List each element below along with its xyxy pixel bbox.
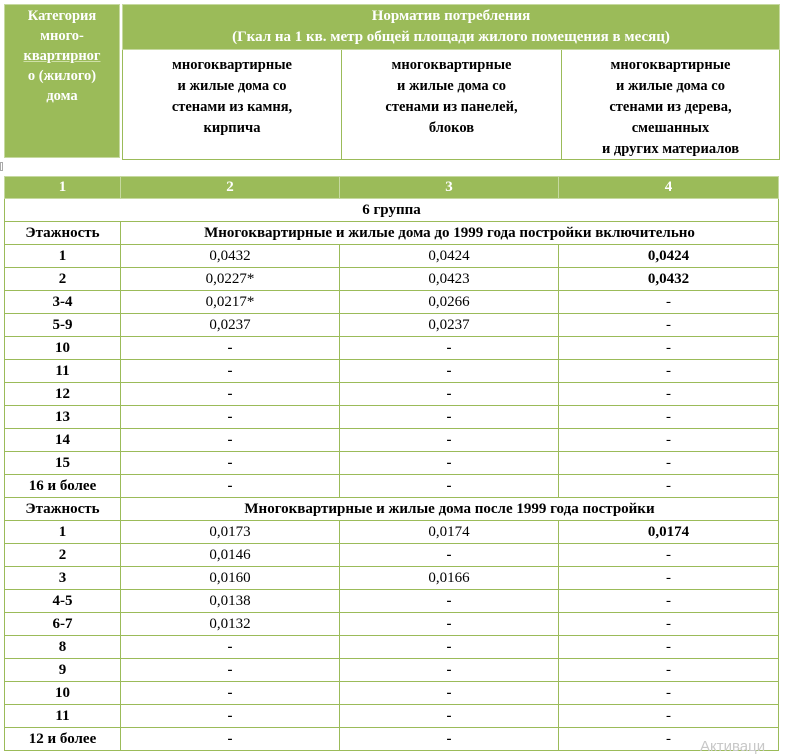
value-cell-c2: 0,0146 <box>121 544 340 567</box>
floors-cell: 11 <box>5 360 121 383</box>
table-row <box>5 268 779 291</box>
value-cell-c4: - <box>559 383 779 406</box>
floors-cell: 13 <box>5 406 121 429</box>
value-cell-c3: 0,0174 <box>340 521 559 544</box>
section-title: Многоквартирные и жилые дома до 1999 года постройки включительно <box>121 222 779 245</box>
value-cell-c4: - <box>559 314 779 337</box>
value-cell-c2: 0,0432 <box>121 245 340 268</box>
table-row <box>5 360 779 383</box>
value-cell-c3: - <box>340 613 559 636</box>
value-cell-c2: 0,0173 <box>121 521 340 544</box>
value-cell-c3: - <box>340 705 559 728</box>
table-row <box>5 659 779 682</box>
floors-label: Этажность <box>5 222 121 245</box>
value-cell-c2: - <box>121 429 340 452</box>
value-cell-c4: 0,0174 <box>559 521 779 544</box>
value-cell-c4: - <box>559 475 779 498</box>
category-line: дома <box>46 88 78 104</box>
floors-cell: 11 <box>5 705 121 728</box>
wall-type-line: кирпича <box>203 120 261 136</box>
table-row <box>5 337 779 360</box>
table-row <box>5 728 779 751</box>
column-number: 3 <box>340 177 559 199</box>
category-header <box>4 4 120 158</box>
table-row <box>5 613 779 636</box>
category-line: о (жилого) <box>27 68 97 84</box>
floors-cell: 1 <box>5 521 121 544</box>
value-cell-c3: - <box>340 429 559 452</box>
table-row <box>5 544 779 567</box>
value-cell-c4: 0,0424 <box>559 245 779 268</box>
wall-type-line: смешанных <box>631 120 710 136</box>
value-cell-c2: - <box>121 682 340 705</box>
value-cell-c2: - <box>121 659 340 682</box>
value-cell-c3: - <box>340 383 559 406</box>
value-cell-c4: - <box>559 360 779 383</box>
value-cell-c3: - <box>340 659 559 682</box>
wall-type-stone <box>122 50 342 160</box>
value-cell-c4: - <box>559 636 779 659</box>
value-cell-c2: - <box>121 705 340 728</box>
wall-type-line: и жилые дома со <box>177 78 287 94</box>
value-cell-c3: - <box>340 337 559 360</box>
value-cell-c3: - <box>340 475 559 498</box>
value-cell-c2: - <box>121 406 340 429</box>
value-cell-c3: 0,0423 <box>340 268 559 291</box>
floors-cell: 10 <box>5 337 121 360</box>
value-cell-c4: - <box>559 705 779 728</box>
table-row <box>5 383 779 406</box>
table-row <box>5 567 779 590</box>
wall-type-panel <box>342 50 562 160</box>
wall-type-line: многоквартирные <box>172 57 292 73</box>
floors-cell: 8 <box>5 636 121 659</box>
section-title: Многоквартирные и жилые дома после 1999 года постройки <box>121 498 779 521</box>
floors-cell: 9 <box>5 659 121 682</box>
wall-type-line: стенами из камня, <box>171 99 293 115</box>
wall-type-line: многоквартирные <box>610 57 731 73</box>
table-move-handle[interactable] <box>0 162 3 171</box>
value-cell-c3: - <box>340 682 559 705</box>
group-title: 6 группа <box>5 199 779 222</box>
floors-cell: 14 <box>5 429 121 452</box>
category-line: квартирног <box>23 48 101 64</box>
norm-header <box>122 4 780 50</box>
value-cell-c2: - <box>121 360 340 383</box>
value-cell-c4: - <box>559 544 779 567</box>
floors-label: Этажность <box>5 498 121 521</box>
value-cell-c2: 0,0132 <box>121 613 340 636</box>
table-row <box>5 429 779 452</box>
column-number-row <box>5 177 779 199</box>
column-number: 2 <box>121 177 340 199</box>
section-header-row <box>5 222 779 245</box>
floors-cell: 12 и более <box>5 728 121 751</box>
floors-cell: 10 <box>5 682 121 705</box>
floors-cell: 6-7 <box>5 613 121 636</box>
value-cell-c4: - <box>559 337 779 360</box>
table-row <box>5 636 779 659</box>
table-row <box>5 291 779 314</box>
norm-unit: (Гкал на 1 кв. метр общей площади жилого помещения в месяц) <box>232 29 670 45</box>
value-cell-c3: 0,0266 <box>340 291 559 314</box>
value-cell-c3: - <box>340 728 559 751</box>
floors-cell: 16 и более <box>5 475 121 498</box>
value-cell-c4: - <box>559 291 779 314</box>
table-row <box>5 475 779 498</box>
value-cell-c2: 0,0217* <box>121 291 340 314</box>
table-row <box>5 245 779 268</box>
norm-title: Норматив потребления <box>371 8 531 24</box>
value-cell-c3: - <box>340 590 559 613</box>
value-cell-c4: - <box>559 590 779 613</box>
norms-table <box>4 176 779 751</box>
value-cell-c4: - <box>559 567 779 590</box>
value-cell-c4: - <box>559 429 779 452</box>
wall-type-line: стенами из дерева, <box>609 99 732 115</box>
table-row <box>5 705 779 728</box>
column-number: 4 <box>559 177 779 199</box>
table-row <box>5 452 779 475</box>
category-line: много- <box>40 28 84 44</box>
value-cell-c3: 0,0424 <box>340 245 559 268</box>
value-cell-c4: - <box>559 682 779 705</box>
value-cell-c3: - <box>340 360 559 383</box>
value-cell-c3: - <box>340 544 559 567</box>
wall-type-line: многоквартирные <box>391 57 512 73</box>
value-cell-c3: - <box>340 636 559 659</box>
wall-type-line: и жилые дома со <box>396 78 506 94</box>
header-table <box>4 4 780 160</box>
table-row <box>5 406 779 429</box>
value-cell-c4: - <box>559 613 779 636</box>
floors-cell: 2 <box>5 268 121 291</box>
value-cell-c4: - <box>559 452 779 475</box>
value-cell-c2: 0,0160 <box>121 567 340 590</box>
group-row <box>5 199 779 222</box>
category-line: Категория <box>27 8 97 24</box>
wall-type-line: и жилые дома со <box>615 78 725 94</box>
floors-cell: 4-5 <box>5 590 121 613</box>
value-cell-c3: 0,0166 <box>340 567 559 590</box>
value-cell-c4: - <box>559 728 779 751</box>
column-number: 1 <box>5 177 121 199</box>
value-cell-c3: - <box>340 452 559 475</box>
value-cell-c2: - <box>121 452 340 475</box>
value-cell-c3: - <box>340 406 559 429</box>
table-row <box>5 314 779 337</box>
table-row <box>5 682 779 705</box>
value-cell-c4: - <box>559 659 779 682</box>
floors-cell: 15 <box>5 452 121 475</box>
value-cell-c2: - <box>121 728 340 751</box>
value-cell-c2: - <box>121 337 340 360</box>
value-cell-c2: - <box>121 383 340 406</box>
value-cell-c4: 0,0432 <box>559 268 779 291</box>
value-cell-c2: 0,0237 <box>121 314 340 337</box>
floors-cell: 3 <box>5 567 121 590</box>
value-cell-c4: - <box>559 406 779 429</box>
floors-cell: 12 <box>5 383 121 406</box>
wall-type-line: стенами из панелей, <box>385 99 518 115</box>
value-cell-c2: 0,0227* <box>121 268 340 291</box>
table-row <box>5 590 779 613</box>
wall-type-wood <box>562 50 780 160</box>
section-header-row <box>5 498 779 521</box>
table-row <box>5 521 779 544</box>
value-cell-c2: - <box>121 636 340 659</box>
activation-watermark: Активаци <box>700 738 766 755</box>
floors-cell: 2 <box>5 544 121 567</box>
value-cell-c2: 0,0138 <box>121 590 340 613</box>
floors-cell: 3-4 <box>5 291 121 314</box>
value-cell-c3: 0,0237 <box>340 314 559 337</box>
floors-cell: 5-9 <box>5 314 121 337</box>
value-cell-c2: - <box>121 475 340 498</box>
floors-cell: 1 <box>5 245 121 268</box>
wall-type-line: и других материалов <box>601 141 740 157</box>
wall-type-line: блоков <box>428 120 475 136</box>
